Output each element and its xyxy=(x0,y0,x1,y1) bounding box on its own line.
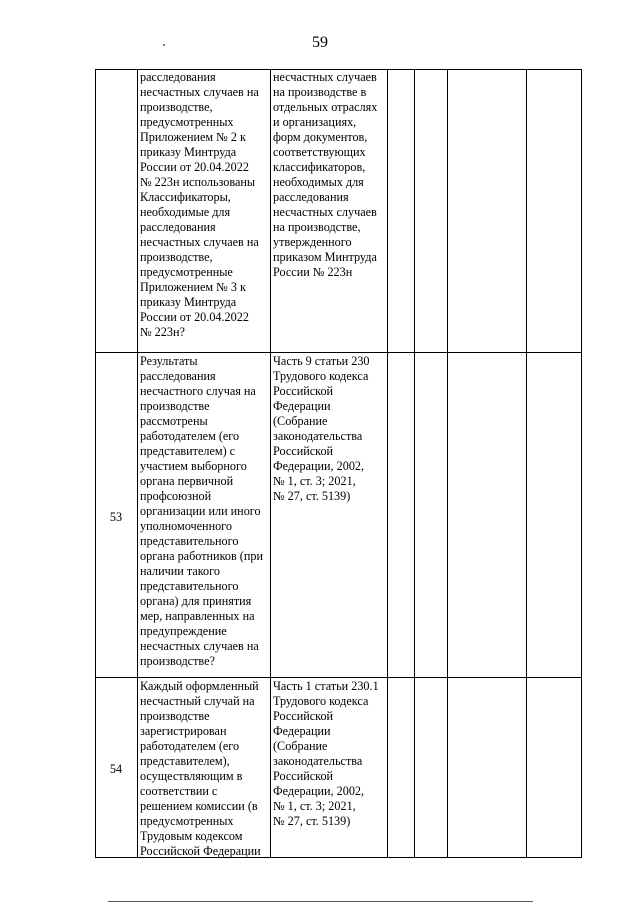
text-line: № 27, ст. 5139) xyxy=(273,814,351,828)
text-line: предусмотренных xyxy=(140,115,234,129)
text-line: решением комиссии (в xyxy=(140,799,258,813)
table-border-right xyxy=(581,69,582,858)
text-line: наличии такого xyxy=(140,564,220,578)
row-divider xyxy=(95,352,582,353)
row-number: 53 xyxy=(109,510,123,524)
column-divider xyxy=(387,69,388,858)
text-line: Результаты xyxy=(140,354,198,368)
text-line: предусмотренные xyxy=(140,265,233,279)
text-line: законодательства xyxy=(273,429,363,443)
text-line: работодателем (его xyxy=(140,429,240,443)
text-line: представителем) с xyxy=(140,444,236,458)
text-line: приказу Минтруда xyxy=(140,145,237,159)
text-line: зарегистрирован xyxy=(140,724,227,738)
row-number: 54 xyxy=(109,762,123,776)
legal-reference-text xyxy=(273,354,370,504)
column-divider xyxy=(137,69,138,858)
text-line: производстве xyxy=(140,709,210,723)
text-line: соответствующих xyxy=(273,145,366,159)
text-line: приказу Минтруда xyxy=(140,295,237,309)
legal-reference-text xyxy=(273,679,379,829)
text-line: Трудовым кодексом xyxy=(140,829,243,843)
column-divider xyxy=(526,69,527,858)
text-line: уполномоченного xyxy=(140,519,232,533)
text-line: органа работников (при xyxy=(140,549,263,563)
text-line: Каждый оформленный xyxy=(140,679,259,693)
text-line: Приложением № 2 к xyxy=(140,130,246,144)
text-line: № 223н? xyxy=(140,325,185,339)
text-line: соответствии с xyxy=(140,784,218,798)
text-line: представительного xyxy=(140,579,239,593)
text-line: несчастных случаев на xyxy=(140,85,259,99)
text-line: форм документов, xyxy=(273,130,368,144)
text-line: органа) для принятия xyxy=(140,594,252,608)
text-line: России от 20.04.2022 xyxy=(140,160,249,174)
text-line: (Собрание xyxy=(273,414,328,428)
text-line: утвержденного xyxy=(273,235,352,249)
column-divider xyxy=(447,69,448,858)
text-line: несчастных случаев xyxy=(273,70,377,84)
text-line: приказом Минтруда xyxy=(273,250,377,264)
text-line: Часть 1 статьи 230.1 xyxy=(273,679,379,693)
text-line: Приложением № 3 к xyxy=(140,280,246,294)
text-line: производстве, xyxy=(140,250,213,264)
column-divider xyxy=(414,69,415,858)
text-line: Классификаторы, xyxy=(140,190,231,204)
text-line: законодательства xyxy=(273,754,363,768)
text-line: необходимых для xyxy=(273,175,364,189)
text-line: работодателем (его xyxy=(140,739,240,753)
text-line: расследования xyxy=(273,190,349,204)
text-line: представителем), xyxy=(140,754,230,768)
text-line: расследования xyxy=(140,220,216,234)
text-line: Трудового кодекса xyxy=(273,369,369,383)
text-line: участием выборного xyxy=(140,459,247,473)
text-line: классификаторов, xyxy=(273,160,366,174)
page-number: 59 xyxy=(312,34,328,51)
text-line: (Собрание xyxy=(273,739,328,753)
text-line: и организациях, xyxy=(273,115,357,129)
scan-bottom-rule xyxy=(108,901,533,902)
text-line: рассмотрены xyxy=(140,414,208,428)
text-line: Трудового кодекса xyxy=(273,694,369,708)
text-line: № 1, ст. 3; 2021, xyxy=(273,799,356,813)
text-line: Федерации, 2002, xyxy=(273,459,365,473)
text-line: Федерации xyxy=(273,399,331,413)
text-line: несчастного случая на xyxy=(140,384,256,398)
text-line: предупреждение xyxy=(140,624,227,638)
requirement-text xyxy=(140,354,263,669)
text-line: России № 223н xyxy=(273,265,353,279)
requirement-text xyxy=(140,70,259,340)
text-line: на производстве в xyxy=(273,85,367,99)
requirement-text xyxy=(140,679,261,859)
text-line: производстве? xyxy=(140,654,215,668)
text-line: Федерации xyxy=(273,724,331,738)
text-line: Федерации, 2002, xyxy=(273,784,365,798)
text-line: на производстве, xyxy=(273,220,361,234)
text-line: несчастных случаев на xyxy=(140,639,259,653)
text-line: № 27, ст. 5139) xyxy=(273,489,351,503)
text-line: производстве xyxy=(140,399,210,413)
text-line: России от 20.04.2022 xyxy=(140,310,249,324)
column-divider xyxy=(270,69,271,858)
row-divider xyxy=(95,677,582,678)
text-line: необходимые для xyxy=(140,205,231,219)
text-line: осуществляющим в xyxy=(140,769,243,783)
text-line: Российской xyxy=(273,769,334,783)
text-line: отдельных отраслях xyxy=(273,100,378,114)
table-border-left xyxy=(95,69,96,858)
text-line: органа первичной xyxy=(140,474,234,488)
text-line: Российской xyxy=(273,709,334,723)
text-line: профсоюзной xyxy=(140,489,212,503)
text-line: № 223н использованы xyxy=(140,175,256,189)
scan-dot xyxy=(163,44,165,46)
legal-reference-text xyxy=(273,70,377,280)
text-line: мер, направленных на xyxy=(140,609,255,623)
text-line: предусмотренных xyxy=(140,814,234,828)
text-line: Часть 9 статьи 230 xyxy=(273,354,370,368)
text-line: несчастный случай на xyxy=(140,694,255,708)
text-line: несчастных случаев xyxy=(273,205,377,219)
text-line: Российской xyxy=(273,444,334,458)
text-line: производстве, xyxy=(140,100,213,114)
text-line: несчастных случаев на xyxy=(140,235,259,249)
text-line: Российской xyxy=(273,384,334,398)
text-line: № 1, ст. 3; 2021, xyxy=(273,474,356,488)
text-line: представительного xyxy=(140,534,239,548)
text-line: расследования xyxy=(140,369,216,383)
text-line: Российской Федерации xyxy=(140,844,261,858)
text-line: расследования xyxy=(140,70,216,84)
text-line: организации или иного xyxy=(140,504,261,518)
